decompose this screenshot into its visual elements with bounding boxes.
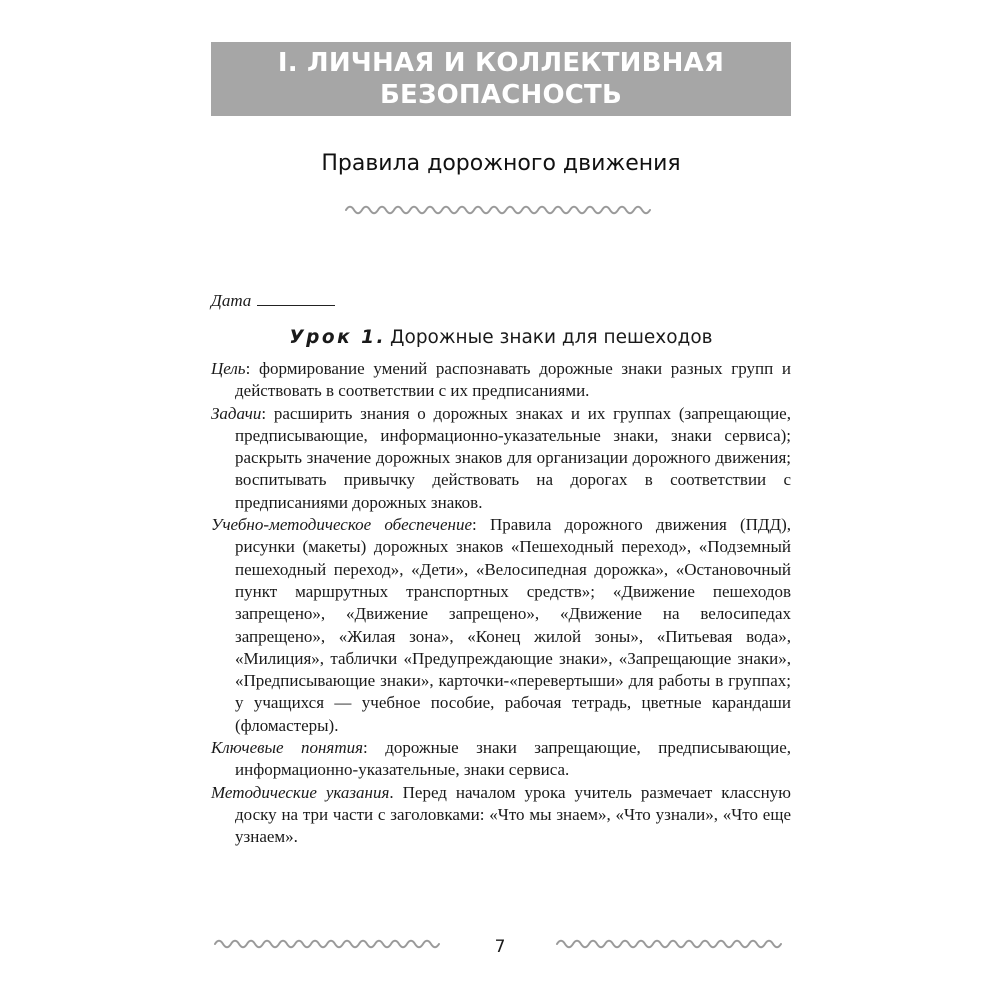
- wave-ornament-bottom-left: [213, 936, 445, 952]
- materials-paragraph: [211, 514, 791, 737]
- lesson-title: Дорожные знаки для пешеходов: [390, 327, 713, 348]
- lesson-heading: [211, 325, 791, 351]
- key-concepts-label: Ключевые понятия: [211, 738, 364, 758]
- wave-ornament-bottom-right: [555, 936, 787, 952]
- guidelines-label: Методические указания: [211, 782, 390, 802]
- goal-separator: :: [245, 359, 259, 378]
- date-line: [211, 290, 335, 312]
- guidelines-separator: .: [389, 782, 403, 802]
- key-concepts-text: дорожные знаки запрещающие, предписывающие, информационно-указательные, знаки сервиса.: [235, 738, 792, 780]
- materials-label: Учебно-методическое обеспечение: [211, 515, 473, 535]
- goal-text: формирование умений распознавать дорожные знаки разных групп и действовать в соответствии с их предписаниями.: [235, 359, 791, 401]
- page-number: 7: [494, 937, 506, 957]
- key-concepts-separator: :: [363, 738, 386, 758]
- tasks-label: Задачи: [211, 403, 262, 423]
- chapter-banner: [211, 42, 791, 116]
- tasks-paragraph: [211, 403, 791, 514]
- chapter-title-line-1: I. ЛИЧНАЯ И КОЛЛЕКТИВНАЯ: [277, 48, 725, 78]
- goal-paragraph: [211, 358, 791, 403]
- lesson-content: [211, 358, 791, 849]
- guidelines-text: Перед началом урока учитель размечает классную доску на три части с заголовками: «Что мы знаем», «Что узнали», «Что еще узнаем».: [235, 782, 791, 847]
- goal-label: Цель: [211, 359, 246, 378]
- tasks-text: расширить знания о дорожных знаках и их группах (запрещающие, предписывающие, информационно-указательные знаки, знаки сервиса); раскрыть значение дорожных знаков для организации дорожного движения; воспитывать привычку действовать на дорогах в соответствии с предписаниями дорожных знаков.: [235, 403, 791, 512]
- materials-text: Правила дорожного движения (ПДД), рисунки (макеты) дорожных знаков «Пешеходный переход», «Подземный пешеходный переход», «Дети», «Велосипедная дорожка», «Остановочный пункт маршрутных транспортных средств»; «Движение пешеходов запрещено», «Движение запрещено», «Движение на велосипедах запрещено», «Жилая зона», «Конец жилой зоны», «Питьевая вода», «Милиция», таблички «Предупреждающие знаки», «Запрещающие знаки», «Предписывающие знаки», карточки-«перевертыши» для работы в группах; у учащихся — учебное пособие, рабочая тетрадь, цветные карандаши (фломастеры).: [235, 515, 792, 735]
- materials-separator: :: [472, 515, 490, 535]
- key-concepts-paragraph: [211, 737, 791, 782]
- chapter-title-line-2: БЕЗОПАСНОСТЬ: [379, 80, 622, 110]
- guidelines-paragraph: [211, 782, 791, 849]
- wave-ornament-top: [344, 202, 658, 218]
- section-title: Правила дорожного движения: [321, 151, 681, 176]
- date-blank-field: [257, 291, 335, 306]
- tasks-separator: :: [261, 403, 274, 423]
- lesson-number: Урок 1.: [289, 327, 387, 348]
- date-label: Дата: [211, 291, 252, 310]
